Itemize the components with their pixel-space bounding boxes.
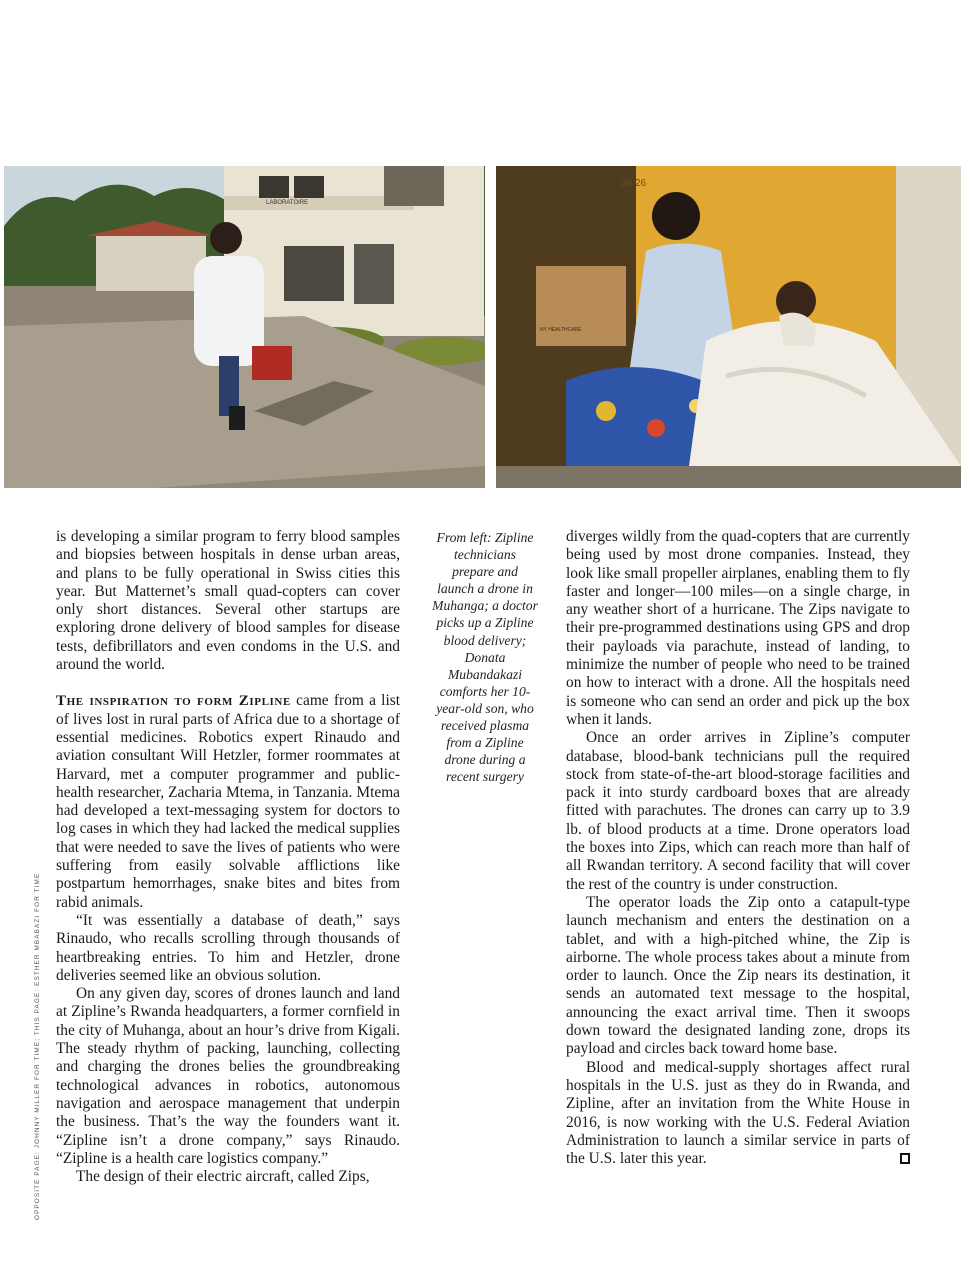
article-paragraph: “It was essentially a database of death,” says Rinaudo, who recalls scrolling through thousands of heartbreaking entries. To him and Hetzler, drone deliveries seemed like an obvious solution. [56, 911, 400, 984]
article-paragraph-final [566, 1059, 910, 1169]
box-label: NY HEALTHCARE [540, 327, 582, 333]
photo-credit: OPPOSITE PAGE: JOHNNY MILLER FOR TIME; THIS PAGE: ESTHER MBABAZI FOR TIME [34, 872, 41, 1220]
photo-caption: From left: Zipline technicians prepare and launch a drone in Muhanga; a doctor picks up a Zipline blood delivery; Donata Mubandakazi comforts her 10-year-old son, who received plasma from a Zipline drone during a recent surgery [432, 530, 538, 785]
article-paragraph: is developing a similar program to ferry blood samples and biopsies between hospitals in dense urban areas, and plans to be fully operational in Swiss cities this year. But Matternet’s small quad-copters can cover only short distances. Several other startups are exploring drone delivery of blood samples for disease tests, defibrillators and even condoms in the U.S. and around the world. [56, 528, 400, 674]
article-paragraph-text: Blood and medical-supply shortages affect rural hospitals in the U.S. just as they do in Rwanda, and Zipline, after an invitation from the White House in 2016, is now working with the U.S. Federal Aviation Administration to launch a similar service in parts of the U.S. later this year. [566, 1058, 910, 1168]
photo-mother-and-son-image [496, 166, 961, 488]
photo-doctor-walking [4, 166, 485, 488]
article-column-left [56, 528, 400, 1186]
laboratoire-sign: LABORATOIRE [266, 200, 309, 206]
article-paragraph-text: came from a list of lives lost in rural parts of Africa due to a shortage of essential medicines. Robotics expert Rinaudo and aviation consultant Will Hetzler, former roommates at Harvard, met a computer programmer and public-health researcher, Zacharia Mtema, in Tanzania. Mtema had developed a text-messaging system for doctors to log cases in which they had lacked the medical supplies that were needed to save the lives of patients who were suffering from easily solvable afflictions like postpartum hemorrhages, snake bites and bites from rabid animals. [56, 692, 400, 911]
photo-mother-and-son [496, 166, 961, 488]
article-paragraph: diverges wildly from the quad-copters that are currently being used by most drone companies. Instead, they look like small propeller airplanes, enabling them to fly faster and longer—100 miles—on a single charge, in any weather short of a hurricane. The Zips navigate to their pre-programmed destinations using GPS and drop their payloads via parachute, instead of landing, to minimize the number of people who need to be trained on how to interact with a drone. All the hospitals need is someone who can send an order and pick up the box when it lands. [566, 528, 910, 728]
end-of-article-icon [900, 1153, 910, 1164]
article-paragraph: The operator loads the Zip onto a catapult-type launch mechanism and enters the destination on a tablet, and with a high-pitched whine, the Zip is airborne. The whole process takes about a minute from order to launch. Once the Zip nears its destination, it sends an automated text message to the hospital, announcing the exact arrival time. Then it swoops down toward the designated landing zone, drops its payload and circles back toward home base. [566, 893, 910, 1058]
article-paragraph: The design of their electric aircraft, called Zips, [76, 1168, 370, 1186]
article-column-right [566, 528, 910, 1168]
article-paragraph-inspiration [56, 692, 400, 912]
article-paragraph: On any given day, scores of drones launch and land at Zipline’s Rwanda headquarters, a former cornfield in the city of Muhanga, about an hour’s drive from Kigali. The steady rhythm of packing, launching, collecting and charging the drones belies the groundbreaking technological advances in robotics, autonomous navigation and aerospace management that underpin the business. That’s the way the founders want it. “Zipline isn’t a drone company,” says Rinaudo. “Zipline is a health care logistics company.” [56, 985, 400, 1167]
photo-doctor-walking-image [4, 166, 485, 488]
article-paragraph: Once an order arrives in Zipline’s computer database, blood-bank technicians pull the required stock from state-of-the-art blood-storage facilities and pack it into sturdy cardboard boxes that are already fitted with parachutes. The drones can carry up to 3.9 lb. of blood products at a time. Drone operators load the boxes into Zips, which can reach more than half of all Rwandan territory. A second facility that will cover the rest of the country is under construction. [566, 729, 910, 893]
section-lead-in: The inspiration to form Zipline [56, 693, 291, 710]
wall-numbers: 36 26 [621, 178, 647, 189]
